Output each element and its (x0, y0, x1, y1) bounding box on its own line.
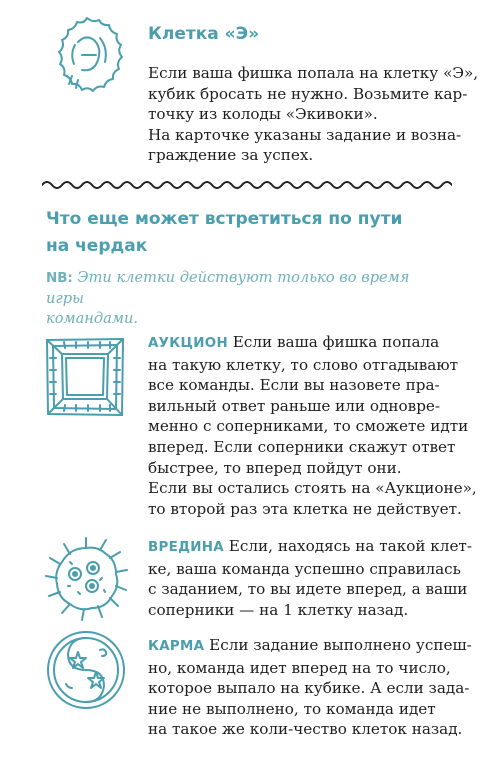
vredina-keyword: ВРЕДИНА (148, 540, 224, 555)
picture-frame-icon (44, 336, 126, 418)
nb-note (46, 268, 446, 329)
karma-keyword: КАРМА (148, 639, 205, 654)
vredina-text-rest: ке, ваша команда успешно справилась с заданием, то вы идете вперед, а ваши соперники — на 1 клетку назад. (148, 559, 468, 619)
yin-yang-stars-icon (44, 628, 128, 712)
nb-text: Эти клетки действуют только во время игры командами. (46, 269, 410, 327)
vredina-text-first: Если, находясь на такой клет- (223, 537, 472, 555)
e-cell-heading: Клетка «Э» (148, 24, 260, 44)
e-stamp-icon (42, 14, 132, 104)
germ-monster-icon (42, 534, 130, 622)
auction-text-first: Если ваша фишка попала (227, 333, 440, 351)
on-the-way-heading: Что еще может встретиться по пути на чердак (46, 209, 403, 256)
e-cell-text: Если ваша фишка попала на клетку «Э», кубик бросать не нужно. Возьмите кар- точку из колоды «Экивоки». На карточке указаны задание и возна- граждение за успех. (148, 64, 479, 165)
auction-text-rest: на такую клетку, то слово отгадывают все команды. Если вы назовете пра- вильный ответ раньше или одновре- менно с соперниками, то сможете идти вперед. Если соперники скажут ответ быстрее, то вперед пойдут они. Если вы остались стоять на «Аукционе», то второй раз эта клетка не действует. (148, 355, 477, 518)
auction-paragraph (148, 332, 488, 519)
nb-label: NB: (46, 271, 73, 286)
vredina-paragraph (148, 536, 488, 620)
karma-text-first: Если задание выполнено успеш- (204, 636, 472, 654)
auction-keyword: АУКЦИОН (148, 336, 228, 351)
karma-text-rest: но, команда идет вперед на то число, которое выпало на кубике. А если зада- ние не выполнено, то команда идет на такое же коли-чество клеток назад. (148, 658, 470, 739)
wavy-divider (42, 177, 452, 191)
karma-paragraph (148, 635, 488, 740)
